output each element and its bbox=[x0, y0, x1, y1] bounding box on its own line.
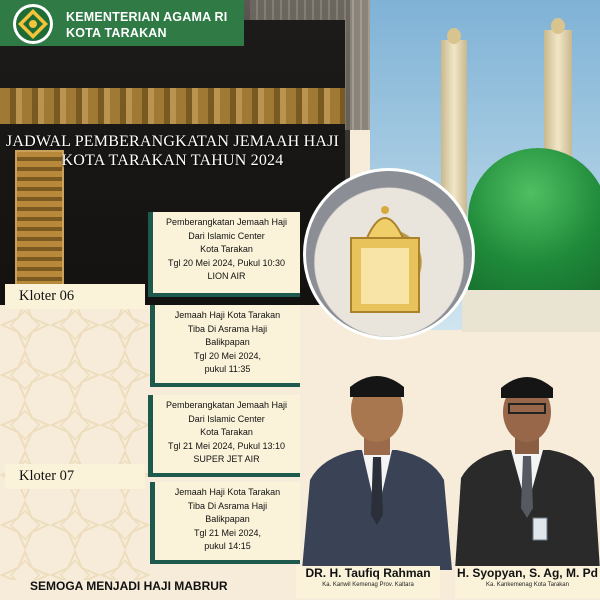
arrival-time: pukul 11:35 bbox=[204, 364, 251, 375]
org-name: KEMENTERIAN AGAMA RI bbox=[66, 10, 228, 24]
arrival-line: Tiba Di Asrama Haji bbox=[187, 500, 268, 511]
kemenag-logo bbox=[12, 3, 54, 45]
kloter-06-label: Kloter 06 bbox=[5, 284, 145, 309]
airline: SUPER JET AIR bbox=[193, 454, 260, 465]
departure-time: Tgl 20 Mei 2024, Pukul 10:30 bbox=[167, 257, 286, 268]
golden-shrine bbox=[337, 198, 433, 316]
kloter-07-arrival-box bbox=[150, 482, 300, 564]
mosque-wall bbox=[462, 290, 600, 332]
minaret-left-cap bbox=[447, 28, 461, 44]
islamic-lattice-pattern bbox=[0, 300, 150, 580]
departure-time: Tgl 21 Mei 2024, Pukul 13:10 bbox=[167, 440, 286, 451]
arrival-time: pukul 14:15 bbox=[204, 541, 251, 552]
official-1-namebar bbox=[296, 566, 440, 598]
kloter-07-departure-box bbox=[148, 395, 300, 477]
official-1-photo bbox=[302, 365, 452, 570]
kaaba-gold-band bbox=[0, 88, 345, 124]
minaret-right-cap bbox=[551, 18, 565, 34]
official-2-role: Ka. Kankemenag Kota Tarakan bbox=[486, 582, 569, 588]
kloter-06-arrival-box bbox=[150, 305, 300, 387]
kloter-07-label: Kloter 07 bbox=[5, 464, 145, 489]
kloter-06-departure-box bbox=[148, 212, 300, 297]
page-subtitle: KOTA TARAKAN TAHUN 2024 bbox=[61, 152, 284, 169]
arrival-date: Tgl 20 Mei 2024, bbox=[193, 350, 262, 361]
departure-line: Dari Islamic Center bbox=[188, 413, 265, 424]
airline: LION AIR bbox=[207, 271, 246, 282]
arrival-line: Jemaah Haji Kota Tarakan bbox=[174, 487, 281, 497]
arrival-line: Jemaah Haji Kota Tarakan bbox=[174, 310, 281, 320]
official-2-name: H. Syopyan, S. Ag, M. Pd bbox=[457, 566, 598, 580]
green-dome bbox=[468, 148, 600, 298]
official-2-photo bbox=[455, 368, 600, 570]
official-1-role: Ka. Kanwil Kemenag Prov. Kaltara bbox=[322, 582, 414, 588]
arrival-line: Tiba Di Asrama Haji bbox=[187, 323, 268, 334]
org-city: KOTA TARAKAN bbox=[66, 26, 167, 40]
official-1-name: DR. H. Taufiq Rahman bbox=[305, 566, 431, 580]
footer-blessing: SEMOGA MENJADI HAJI MABRUR bbox=[30, 579, 228, 593]
page-title: JADWAL PEMBERANGKATAN JEMAAH HAJI bbox=[5, 133, 340, 150]
arrival-line: Balikpapan bbox=[205, 337, 250, 348]
official-2-namebar bbox=[455, 566, 600, 598]
departure-line: Pemberangkatan Jemaah Haji bbox=[165, 400, 288, 410]
departure-line: Kota Tarakan bbox=[200, 244, 253, 255]
arrival-line: Balikpapan bbox=[205, 514, 250, 525]
kaaba-door bbox=[15, 150, 64, 289]
arrival-date: Tgl 21 Mei 2024, bbox=[193, 527, 262, 538]
departure-line: Pemberangkatan Jemaah Haji bbox=[165, 217, 288, 227]
departure-line: Dari Islamic Center bbox=[188, 230, 265, 241]
departure-line: Kota Tarakan bbox=[200, 427, 253, 438]
